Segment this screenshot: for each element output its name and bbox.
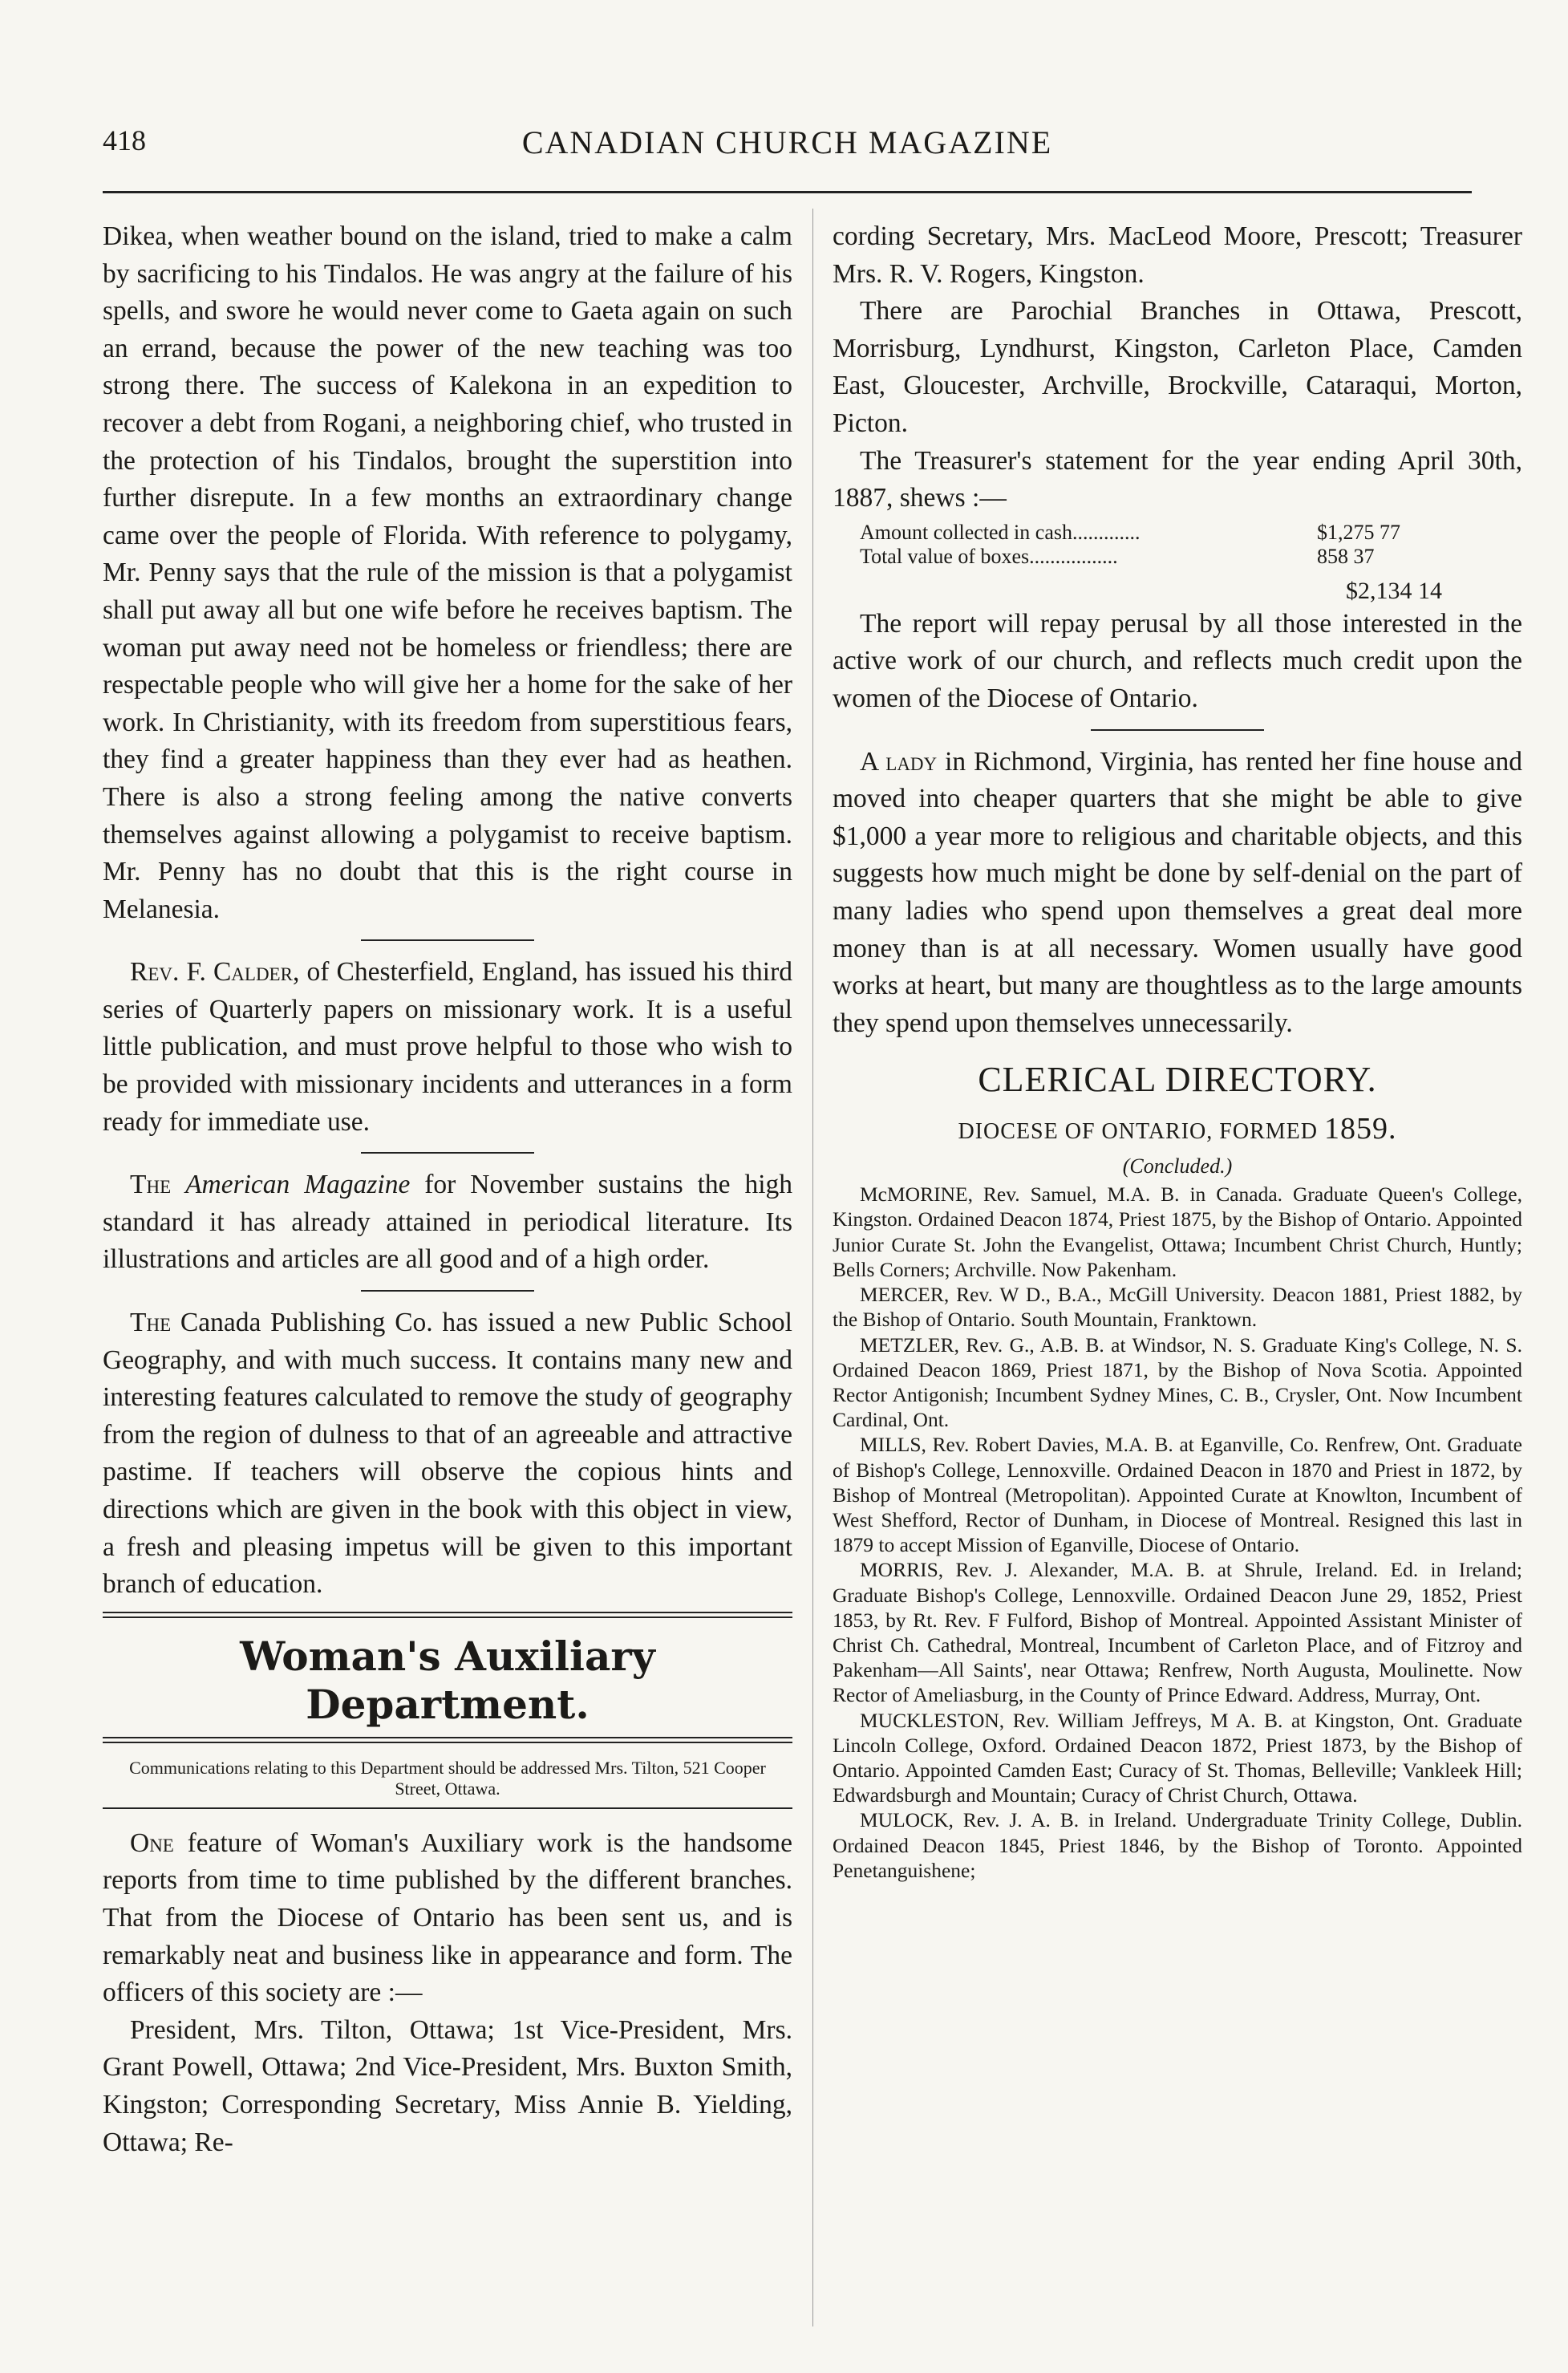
auxiliary-report-paragraph — [103, 1825, 792, 2012]
section-rule — [103, 1612, 792, 1618]
directory-entry — [833, 1807, 1522, 1883]
diocese-name: DIOCESE OF ONTARIO, FORMED — [958, 1119, 1318, 1145]
statement-label: Amount collected in cash............. — [860, 520, 1141, 544]
secretary-paragraph: cording Secretary, Mrs. MacLeod Moore, Prescott; Treasurer Mrs. R. V. Rogers, Kingston. — [833, 221, 1522, 289]
american-text: for November sustains the high standard it has already attained in periodical literature. Its illustrations and articles are all good and of a high order. — [103, 1170, 792, 1275]
treasurer-statement — [860, 521, 1522, 569]
directory-entry — [833, 1708, 1522, 1808]
american-magazine-title: American Magazine — [185, 1170, 411, 1200]
running-title: CANADIAN CHURCH MAGAZINE — [521, 124, 1053, 160]
clergy-details: B. at Kingston, Ont. Graduate Lincoln College, Oxford. Ordained Deacon 1872, Priest 1873, by the Bishop of Ontario. Appointed Camden East; Curacy of St. Thomas, Belleville; Vankleek Hill; Edwardsburgh and Mountain; Curacy of Christ Church, Ottawa. — [833, 1708, 1522, 1807]
page-number: 418 — [103, 124, 146, 156]
concluded-note: (Concluded.) — [1122, 1154, 1233, 1178]
womans-auxiliary-heading: Woman's Auxiliary Department. — [240, 1632, 655, 1728]
right-column — [833, 218, 1522, 1883]
treasurer-paragraph: The Treasurer's statement for the year ending April 30th, 1887, shews :— — [833, 445, 1522, 513]
statement-row — [860, 521, 1437, 545]
auxiliary-text: feature of Woman's Auxiliary work is the handsome reports from time to time published by the different branches. That from the Diocese of Ontario has been sent us, and is remarkably neat and business like in appearance and form. The officers of this society are :— — [103, 1827, 792, 2008]
clergy-details: B. at Windsor, N. S. Graduate King's College, N. S. Ordained Deacon 1869, Priest 1871, by the Bishop of Nova Scotia. Appointed Rector Antigonish; Incumbent Sydney Mines, C. B., Crysler, Ont. Now Incumbent Cardinal, Ont. — [833, 1333, 1522, 1432]
american-lead: The — [130, 1170, 172, 1200]
left-column — [103, 218, 792, 2161]
calder-text: of Chesterfield, England, has issued his third series of Quarterly papers on missionary work. It is a useful little publication, and must prove helpful to those who wish to be provided with missionary incidents and utterances in a form ready for immediate use. — [103, 957, 792, 1137]
directory-entries — [833, 1182, 1522, 1883]
auxiliary-lead: One — [130, 1827, 174, 1858]
lady-lead: A lady — [860, 746, 938, 777]
directory-entry — [833, 1282, 1522, 1332]
statement-label: Total value of boxes................. — [860, 544, 1118, 568]
statement-row — [860, 545, 1437, 569]
lady-text: in Richmond, Virginia, has rented her fine house and moved into cheaper quarters that she might be able to give $1,000 a year more to religious and charitable objects, and this suggests how much might be done by self-denial on the part of many ladies who spend upon themselves a great deal more money than is at all necessary. Women usually have good works at heart, but many are thoughtless as to the large amounts they spend upon themselves unnecessarily. — [833, 746, 1522, 1038]
column-divider — [812, 209, 813, 2326]
clergy-details: B. at Eganville, Co. Renfrew, Ont. Graduate of Bishop's College, Lennoxville. Ordained Deacon in 1870 and Priest in 1872, by Bishop of Montreal (Metropolitan). Appointed Curate at Knowlton, Incumbent of West Shefford, Rector of Dunham, in Diocese of Montreal. Resigned this last in 1879 to accept Mission of Eganville, Diocese of Ontario. — [833, 1433, 1522, 1557]
clergy-name: MILLS, Rev. Robert Davies, M.A. — [860, 1433, 1149, 1457]
clerical-directory-heading: CLERICAL DIRECTORY. — [978, 1060, 1377, 1100]
divider — [1091, 729, 1264, 731]
clergy-name: METZLER, Rev. G., A.B. — [860, 1333, 1079, 1357]
clergy-name: MUCKLESTON, Rev. William Jeffreys, M A. — [860, 1708, 1256, 1732]
clergy-name: McMORINE, Rev. Samuel, M.A. — [860, 1182, 1151, 1207]
clergy-details: B. in Ireland. Undergraduate Trinity College, Dublin. Ordained Deacon 1845, Priest 1846, by the Bishop of Toronto. Appointed Penetanguishene; — [833, 1808, 1522, 1882]
clergy-details: B. at Shrule, Ireland. Ed. in Ireland; Graduate Bishop's College, Lennoxville. Ordained Deacon June 29, 1852, Priest 1853, by Rt. Rev. F Fulford, Bishop of Montreal. Appointed Assistant Minister of Christ Ch. Cathedral, Montreal, Incumbent of Carleton Place, and of Fitzroy and Pakenham—All Saints', near Ottawa; Renfrew, North Augusta, Moulinette. Now Rector of Ameliasburg, in the County of Prince Edward. Address, Murray, Ont. — [833, 1558, 1522, 1707]
page-header — [103, 124, 1472, 193]
clergy-name: MERCER, Rev. W D., B.A., — [860, 1283, 1102, 1307]
directory-entry — [833, 1432, 1522, 1557]
geography-lead: The — [130, 1308, 172, 1338]
statement-amount: $1,275 77 — [1317, 520, 1400, 544]
divider — [361, 1290, 534, 1292]
richmond-lady-paragraph — [833, 744, 1522, 1043]
american-magazine-paragraph — [103, 1166, 792, 1279]
geography-paragraph — [103, 1304, 792, 1604]
statement-total: $2,134 14 — [1346, 577, 1442, 604]
divider — [361, 939, 534, 941]
section-rule — [103, 1737, 792, 1743]
clergy-details: McGill University. Deacon 1881, Priest 1882, by the Bishop of Ontario. South Mountain, Franktown. — [833, 1283, 1522, 1332]
calder-lead: Rev. F. Calder, — [130, 957, 300, 988]
officers-paragraph: President, Mrs. Tilton, Ottawa; 1st Vice-President, Mrs. Grant Powell, Ottawa; 2nd Vice-President, Mrs. Buxton Smith, Kingston; Corresponding Secretary, Miss Annie B. Yielding, Ottawa; Re- — [103, 2014, 792, 2157]
diocese-year: 1859. — [1323, 1112, 1397, 1146]
directory-entry — [833, 1182, 1522, 1282]
clergy-name: MULOCK, Rev. J. A. — [860, 1808, 1051, 1832]
statement-amount: 858 37 — [1317, 544, 1375, 568]
diocese-subheading — [833, 1113, 1522, 1148]
directory-entry — [833, 1557, 1522, 1707]
section-rule — [103, 1807, 792, 1809]
melanesia-paragraph: Dikea, when weather bound on the island, tried to make a calm by sacrificing to his Tindalos. He was angry at the failure of his spells, and swore he would never come to Gaeta again on such an errand, because the power of the new teaching was too strong there. The success of Kalekona in an expedition to recover a debt from Rogani, a neighboring chief, who trusted in the protection of his Tindalos, brought the superstition into further disrepute. In a few months an extraordinary change came over the people of Florida. With reference to polygamy, Mr. Penny says that the rule of the mission is that a polygamist shall put away all but one wife before he receives baptism. The woman put away need not be homeless or friendless; there are respectable people who will give her a home for the sake of her work. In Christianity, with its freedom from superstitious fears, they find a greater happiness than they ever had as heathen. There is also a strong feeling among the native converts themselves against allowing a polygamist to receive baptism. Mr. Penny has no doubt that this is the right course in Melanesia. — [103, 221, 792, 924]
divider — [361, 1152, 534, 1154]
clergy-name: MORRIS, Rev. J. Alexander, M.A. — [860, 1558, 1174, 1582]
geography-text: Canada Publishing Co. has issued a new Public School Geography, and with much success. It contains many new and interesting features calculated to remove the study of geography from the region of dulness to that of an agreeable and attractive pastime. If teachers will observe the copious hints and directions which are given in the book with this object in view, a fresh and pleasing impetus will be given to this important branch of education. — [103, 1308, 792, 1600]
clergy-details: B. in Canada. Graduate Queen's College, Kingston. Ordained Deacon 1874, Priest 1875, by the Bishop of Ontario. Appointed Junior Curate St. John the Evangelist, Ottawa; Incumbent Christ Church, Huntly; Bells Corners; Archville. Now Pakenham. — [833, 1182, 1522, 1281]
branches-paragraph: There are Parochial Branches in Ottawa, Prescott, Morrisburg, Lyndhurst, Kingston, Carleton Place, Camden East, Gloucester, Archville, Brockville, Cataraqui, Morton, Picton. — [833, 296, 1522, 438]
directory-entry — [833, 1333, 1522, 1433]
calder-paragraph — [103, 954, 792, 1141]
auxiliary-address-note: Communications relating to this Department should be addressed Mrs. Tilton, 521 Cooper Street, Ottawa. — [129, 1757, 766, 1799]
report-praise-paragraph: The report will repay perusal by all those interested in the active work of our church, and reflects much credit upon the women of the Diocese of Ontario. — [833, 608, 1522, 713]
